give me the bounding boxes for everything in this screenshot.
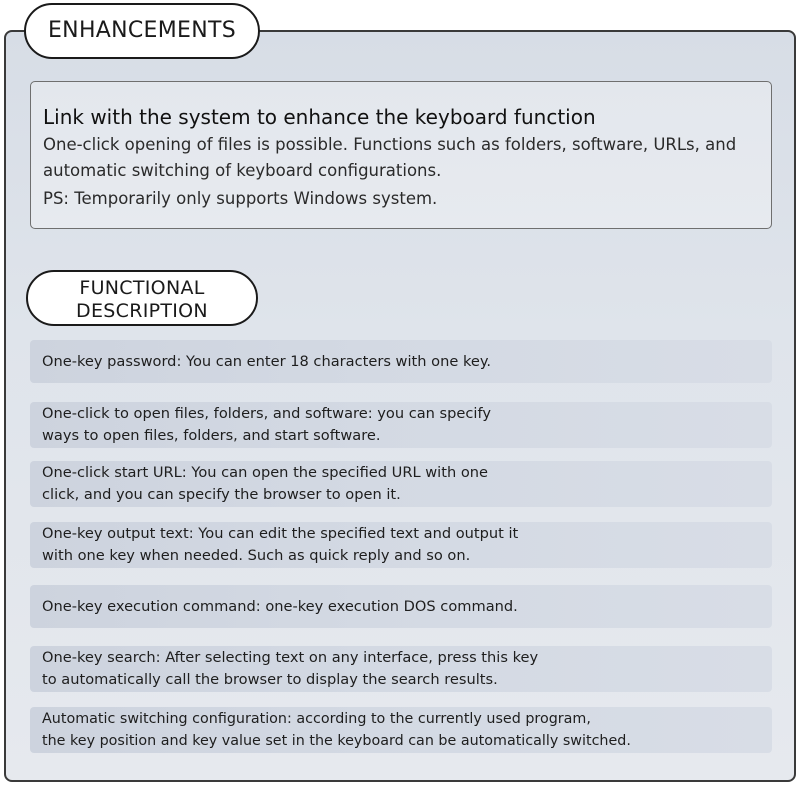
feature-item-auto-switching: Automatic switching configuration: according to the currently used program, the key position and key value set in the keyboard can be automatically switched. — [30, 707, 772, 753]
feature-item-start-url: One-click start URL: You can open the specified URL with one click, and you can specify the browser to open it. — [30, 461, 772, 507]
enhancements-description: One-click opening of files is possible. Functions such as folders, software, URLs, and automatic switching of keyboard configurations. — [43, 135, 737, 180]
functional-title-line2: DESCRIPTION — [76, 300, 208, 322]
enhancements-title: ENHANCEMENTS — [24, 3, 260, 59]
feature-item-password: One-key password: You can enter 18 characters with one key. — [30, 340, 772, 383]
enhancements-heading: Link with the system to enhance the keyboard function — [43, 105, 596, 129]
enhancements-box — [30, 81, 772, 229]
feature-item-open-files: One-click to open files, folders, and software: you can specify ways to open files, folders, and start software. — [30, 402, 772, 448]
feature-item-search: One-key search: After selecting text on any interface, press this key to automatically call the browser to display the search results. — [30, 646, 772, 692]
feature-item-execution-command: One-key execution command: one-key execution DOS command. — [30, 585, 772, 628]
enhancements-ps-note: PS: Temporarily only supports Windows system. — [43, 189, 438, 208]
functional-title-line1: FUNCTIONAL — [79, 277, 205, 299]
functional-description-title — [26, 270, 258, 326]
feature-item-output-text: One-key output text: You can edit the specified text and output it with one key when needed. Such as quick reply and so on. — [30, 522, 772, 568]
